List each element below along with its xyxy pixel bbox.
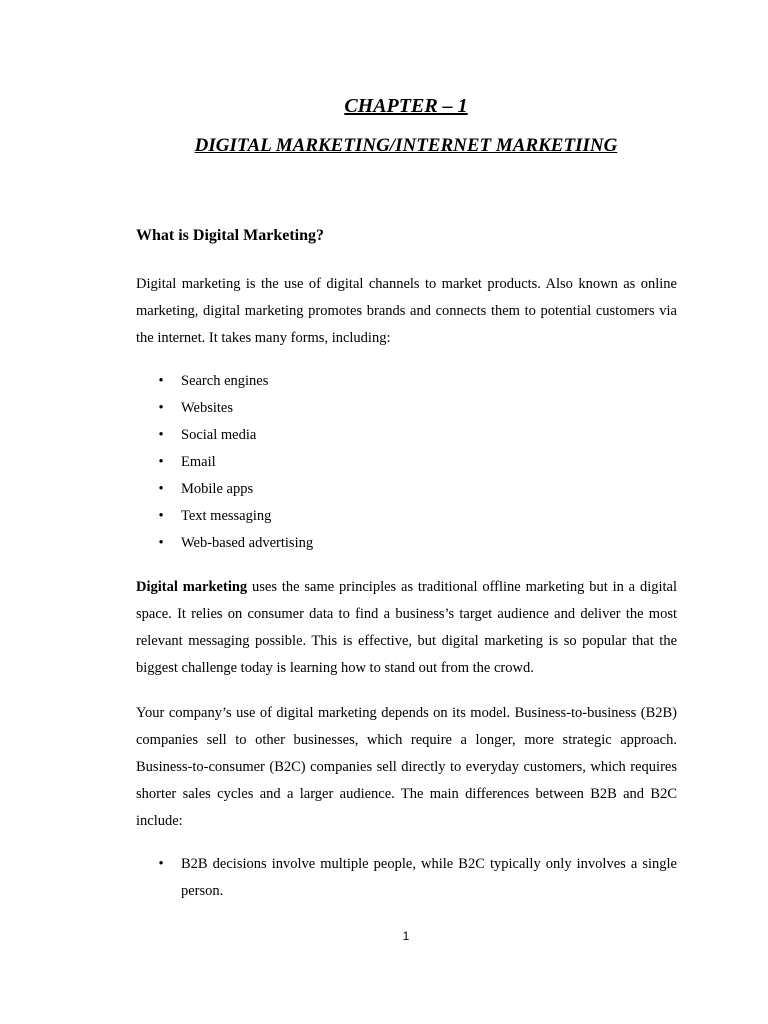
intro-paragraph: Digital marketing is the use of digital channels to market products. Also known as online marketing, digital marketing promotes brands and connects them to potential customers via the internet. It takes many forms, including:: [136, 276, 677, 346]
list-item: [136, 422, 677, 449]
bullet-icon: •: [158, 400, 164, 416]
model-paragraph: Your company’s use of digital marketing depends on its model. Business-to-business (B2B) companies sell to other businesses, which require a longer, more strategic approach. Business-to-consumer (B2C) companies sell directly to everyday customers, which requires shorter sales cycles and a larger audience. The main differences between B2B and B2C include:: [136, 705, 677, 829]
list-item-text: B2B decisions involve multiple people, while B2C typically only involves a single person.: [181, 856, 677, 899]
bullet-icon: •: [158, 481, 164, 497]
list-item-text: Email: [181, 454, 216, 470]
bullet-icon: •: [158, 508, 164, 524]
list-item: [136, 476, 677, 503]
bullet-icon: •: [158, 535, 164, 551]
list-item-text: Web-based advertising: [181, 535, 314, 551]
list-item-text: Text messaging: [181, 508, 272, 524]
differences-list: [136, 851, 677, 905]
bullet-icon: •: [158, 373, 164, 389]
list-item-text: Search engines: [181, 373, 269, 389]
bold-term: Digital marketing: [136, 579, 248, 595]
chapter-title: DIGITAL MARKETING/INTERNET MARKETIING: [194, 135, 618, 156]
bullet-icon: •: [158, 427, 164, 443]
list-item: [136, 530, 677, 557]
forms-list: [136, 368, 677, 557]
list-item-text: Websites: [181, 400, 233, 416]
bullet-icon: •: [158, 856, 164, 872]
chapter-label: CHAPTER – 1: [344, 95, 468, 117]
principles-paragraph: [136, 574, 677, 682]
page-number: 1: [402, 929, 410, 943]
section-heading: What is Digital Marketing?: [136, 227, 324, 244]
list-item: [136, 449, 677, 476]
list-item: [136, 368, 677, 395]
list-item: [136, 851, 677, 905]
list-item: [136, 503, 677, 530]
list-item-text: Social media: [181, 427, 257, 443]
bullet-icon: •: [158, 454, 164, 470]
list-item-text: Mobile apps: [181, 481, 254, 497]
principles-text: uses the same principles as traditional offline marketing but in a digital space. It relies on consumer data to find a business’s target audience and deliver the most relevant messaging possible. This is effective, but digital marketing is so popular that the biggest challenge today is learning how to stand out from the crowd.: [136, 579, 678, 676]
list-item: [136, 395, 677, 422]
